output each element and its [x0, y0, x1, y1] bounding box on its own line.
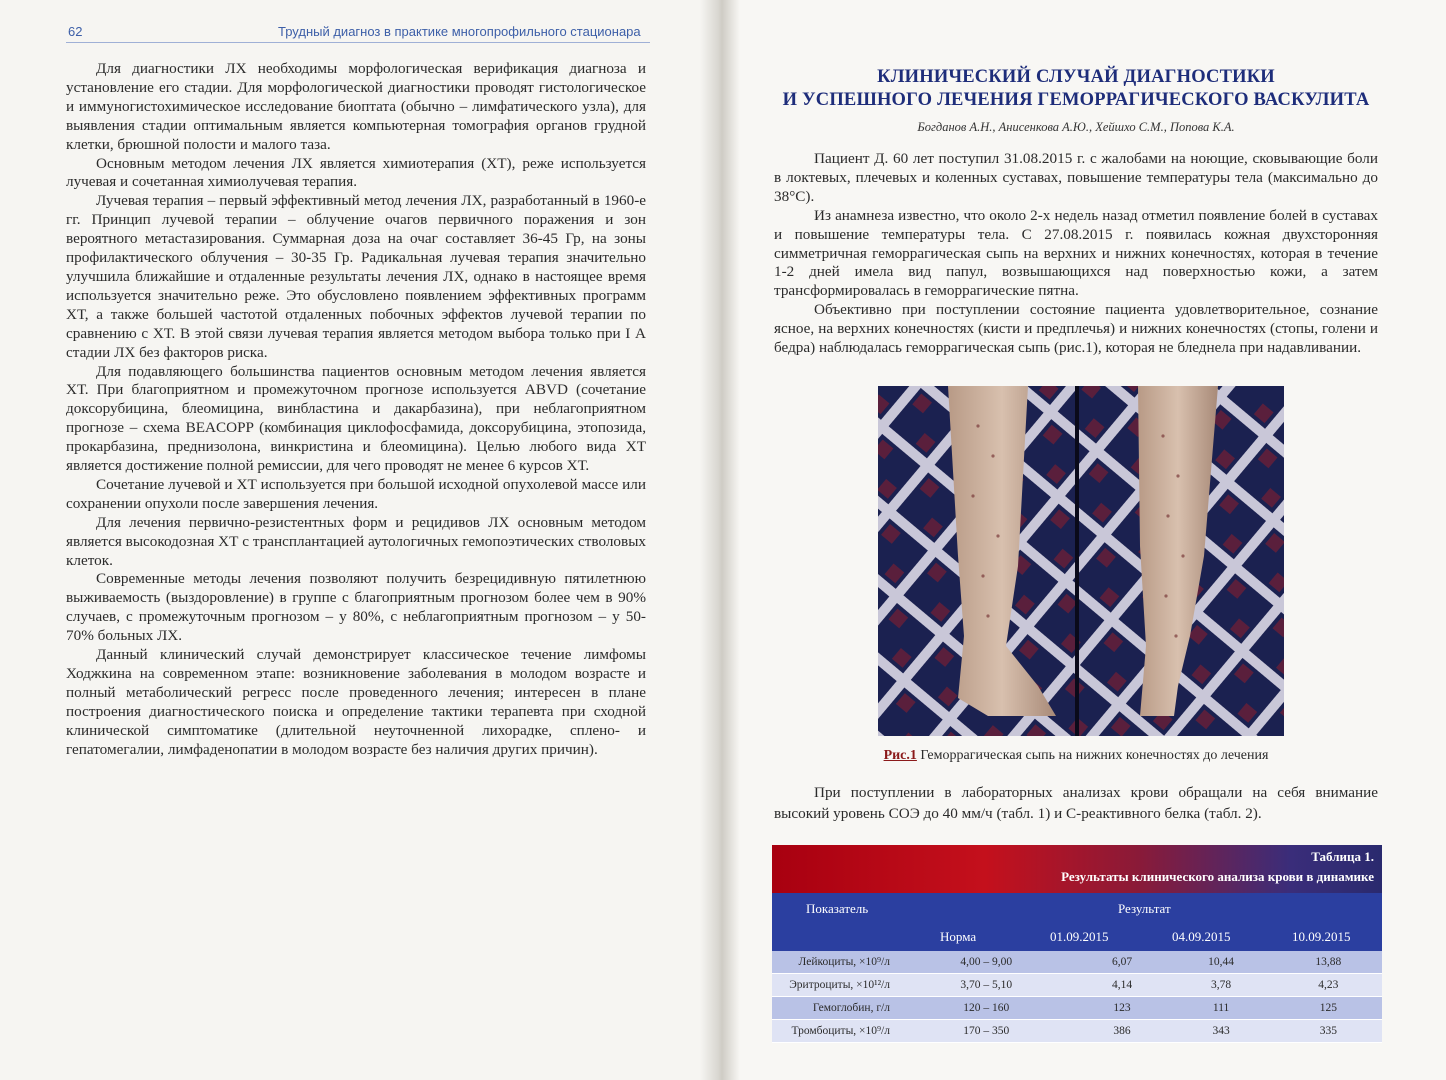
paragraph: Лучевая терапия – первый эффективный метод лечения ЛХ, разработанный в 1960-е гг. Принцип лучевой терапии – облучение очагов первичного поражения и зон вероятного метастазирования. Суммарная доза на очаг составляет 36-45 Гр, на зоны профилактического облучения – 30-35 Гр. Радикальная лучевая терапия значительно улучшила ближайшие и отдаленные результаты лечения ЛХ, однако в настоящее время используется значительно реже. Это обусловлено появлением эффективных программ ХТ, а также большей частотой отдаленных побочных эффектов лучевой терапии по сравнению с ХТ. В этой связи лучевая терапия является методом выбора только при I А стадии ЛХ без факторов риска. [66, 192, 646, 361]
row-value: 123 [1077, 997, 1168, 1020]
right-text-column [774, 150, 1378, 358]
page-number: 62 [68, 24, 83, 39]
row-value: 10,44 [1167, 951, 1274, 974]
figure-caption [776, 748, 1376, 764]
photo-illustration [878, 386, 1284, 736]
row-norm: 3,70 – 5,10 [896, 974, 1077, 997]
table-title: Результаты клинического анализа крови в динамике [1061, 869, 1374, 884]
row-indicator: Эритроциты, ×10¹²/л [772, 974, 896, 997]
row-value: 4,14 [1077, 974, 1168, 997]
paragraph: Сочетание лучевой и ХТ используется при большой исходной опухолевой массе или сохранении опухоли после завершения лечения. [66, 475, 646, 512]
article-authors: Богданов А.Н., Анисенкова А.Ю., Хейшхо С.М., Попова К.А. [917, 120, 1235, 134]
row-value: 125 [1275, 997, 1382, 1020]
row-value: 3,78 [1167, 974, 1274, 997]
figure-photo-legs-rash [878, 386, 1284, 736]
figure-label: Рис.1 [883, 748, 917, 763]
table-header-banner [772, 845, 1382, 893]
left-text-column [66, 60, 646, 760]
figure-caption-text: Геморрагическая сыпь на нижних конечностях до лечения [920, 748, 1269, 763]
book-spine [700, 0, 740, 1080]
column-header-date: 10.09.2015 [1292, 929, 1351, 944]
article-title-line: КЛИНИЧЕСКИЙ СЛУЧАЙ ДИАГНОСТИКИ [877, 67, 1275, 87]
paragraph: При поступлении в лабораторных анализах крови обращали на себя внимание высокий уровень СОЭ до 40 мм/ч (табл. 1) и С-реактивного белка (табл. 2). [774, 784, 1378, 822]
row-value: 6,07 [1077, 951, 1168, 974]
row-value: 343 [1167, 1020, 1274, 1043]
row-norm: 120 – 160 [896, 997, 1077, 1020]
table-row [772, 997, 1382, 1020]
article-title-line: И УСПЕШНОГО ЛЕЧЕНИЯ ГЕМОРРАГИЧЕСКОГО ВАСКУЛИТА [782, 90, 1370, 110]
paragraph: Объективно при поступлении состояние пациента удовлетворительное, сознание ясное, на верхних конечностях (кисти и предплечья) и нижних конечностях (стопы, голени и бедра) наблюдалась геморрагическая сыпь (рис.1), которая не бледнела при надавливании. [774, 301, 1378, 357]
table-column-headers [772, 893, 1382, 951]
row-value: 4,23 [1275, 974, 1382, 997]
column-header-norm: Норма [940, 929, 977, 944]
column-header-date: 01.09.2015 [1050, 929, 1109, 944]
paragraph: Для диагностики ЛХ необходимы морфологическая верификация диагноза и установление его стадии. Для морфологической диагностики проводят гистологическое и иммуногистохимическое исследование биоптата (обычно – лимфатического узла), для выявления стадии оптимальным является компьютерная томография органов грудной клетки, брюшной полости и малого таза. [66, 60, 646, 153]
row-norm: 170 – 350 [896, 1020, 1077, 1043]
row-value: 111 [1167, 997, 1274, 1020]
paragraph: Для лечения первично-резистентных форм и рецидивов ЛХ основным методом является высокодозная ХТ с трансплантацией аутологичных гемопоэтических стволовых клеток. [66, 513, 646, 569]
row-indicator: Тромбоциты, ×10⁹/л [772, 1020, 896, 1043]
article-title [776, 66, 1376, 112]
paragraph: Для подавляющего большинства пациентов основным методом лечения является ХТ. При благоприятном и промежуточном прогнозе используется ABVD (сочетание доксорубицина, блеомицина, винбластина и дакарбазина), при неблагоприятном прогнозе – схема BEACOPP (комбинация циклофосфамида, доксорубицина, этопозида, прокарбазина, преднизолона, винкристина и блеомицина). Целью любого вида ХТ является достижение полной ремиссии, для чего проводят не менее 6 курсов ХТ. [66, 362, 646, 475]
table-row [772, 1020, 1382, 1043]
paragraph: Основным методом лечения ЛХ является химиотерапия (ХТ), реже используется лучевая и сочетанная химиолучевая терапия. [66, 154, 646, 191]
table-row [772, 951, 1382, 974]
table-body [772, 951, 1382, 1043]
paragraph: Из анамнеза известно, что около 2-х недель назад отметил появление болей в суставах и повышение температуры тела. С 27.08.2015 г. появилась кожная двухсторонняя симметричная геморрагическая сыпь на верхних и нижних конечностях, которая в течение 1-2 дней имела вид папул, возвышающихся над поверхностью кожи, а затем трансформировалась в геморрагические пятна. [774, 206, 1378, 300]
row-norm: 4,00 – 9,00 [896, 951, 1077, 974]
paragraph: Данный клинический случай демонстрирует классическое течение лимфомы Ходжкина на современном этапе: возникновение заболевания в молодом возрасте и полный метаболический регресс после проведенного лечения; интересен в плане построения диагностического поиска и определение тактики терапевта при сходной клинической симптоматике (длительной неуточненной лихорадке, сплено- и гепатомегалии, лимфаденопатии в молодом возрасте без наличия других причин). [66, 646, 646, 758]
table-row [772, 974, 1382, 997]
results-table [772, 845, 1382, 1043]
column-header-date: 04.09.2015 [1172, 929, 1231, 944]
row-indicator: Лейкоциты, ×10⁹/л [772, 951, 896, 974]
column-header-result: Результат [1118, 901, 1171, 916]
row-value: 13,88 [1275, 951, 1382, 974]
column-header-indicator: Показатель [806, 901, 869, 916]
row-value: 335 [1275, 1020, 1382, 1043]
running-header: Трудный диагноз в практике многопрофильного стационара [278, 24, 641, 39]
paragraph: Современные методы лечения позволяют получить безрецидивную пятилетнюю выживаемость (выздоровление) в группе с благоприятным прогнозом более чем в 90% случаев, с промежуточным прогнозом – у 80%, с неблагоприятным прогнозом – у 50-70% больных ЛХ. [66, 570, 646, 645]
row-value: 386 [1077, 1020, 1168, 1043]
header-rule [66, 42, 650, 43]
table-label: Таблица 1. [1311, 849, 1374, 864]
row-indicator: Гемоглобин, г/л [772, 997, 896, 1020]
paragraph: Пациент Д. 60 лет поступил 31.08.2015 г. с жалобами на ноющие, сковывающие боли в локтевых, плечевых и коленных суставах, повышение температуры тела (максимально до 38°С). [774, 150, 1378, 205]
